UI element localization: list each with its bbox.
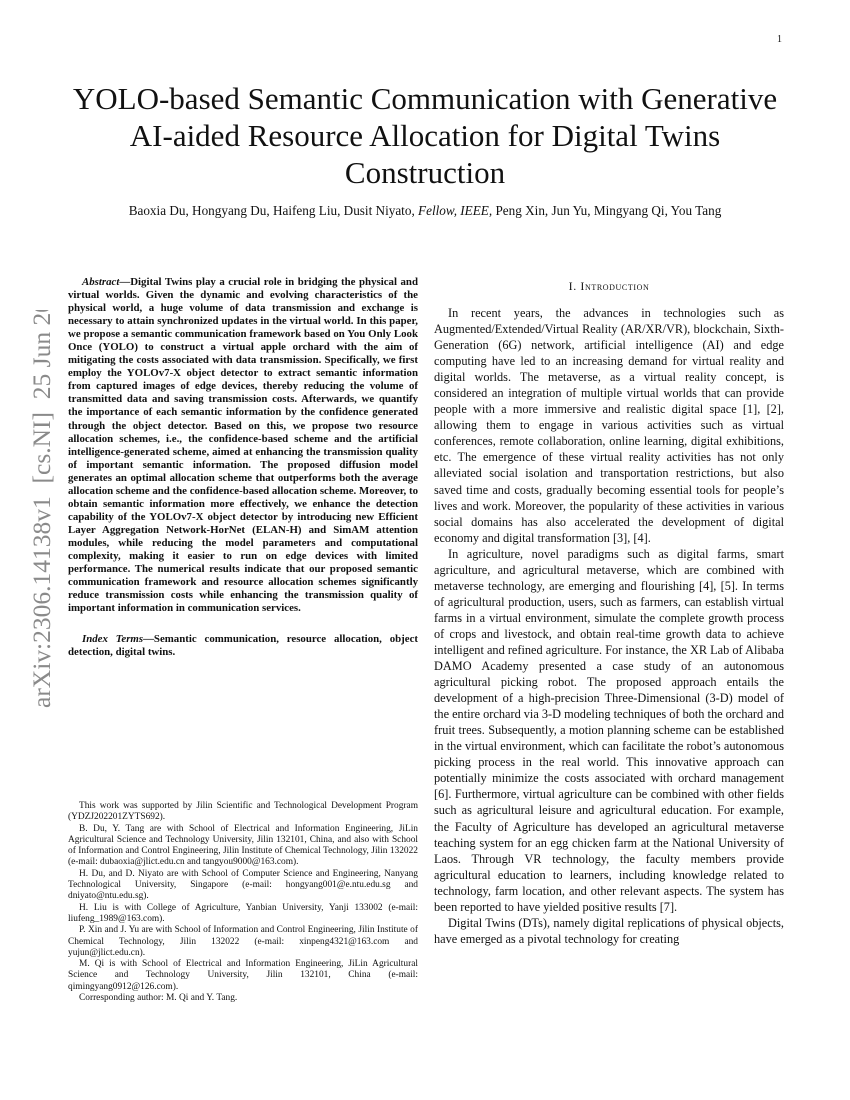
section-title: Introduction [580,279,650,293]
footnote-affiliation: M. Qi is with School of Electrical and Information Engineering, JiLin Agricultural Science and Technology University, Jilin 132101, China (e-mail: qimingyang0912@126.com). [68,959,418,992]
footnote-affiliation: B. Du, Y. Tang are with School of Electrical and Information Engineering, JiLin Agricultural Science and Technology University, Jilin 132101, China, and also with School of Information and Control Engineering, Jilin Institute of Chemical Technology, Jilin 132022 (e-mail: dubaoxia@jlict.edu.cn and tangyou9000@163.com). [68,823,418,868]
section-heading [434,279,784,294]
body-text [434,305,784,947]
left-column [68,276,418,659]
footnote-funding: This work was supported by Jilin Scientific and Technological Development Program (YDZJ202201ZYTS692). [68,801,418,823]
body-paragraph: In agriculture, novel paradigms such as digital farms, smart agriculture, and agricultural metaverse, which are combined with metaverse technology, are emerging and flourishing [4], [5]. In terms of agricultural production, users, such as farmers, can establish virtual farms in a virtual environment, simulate the complete growth process of crops and livestock, and obtain real-time growth data to achieve intelligent and refined agriculture. For instance, the XR Lab of Alibaba DAMO Academy presented a case study of an autonomous agricultural picking robot. The proposed approach entails the development of a high-precision Three-Dimensional (3-D) model of the entire orchard via 3-D modeling techniques of both the orchard and fruit trees. Subsequently, a motion planning scheme can be established in the virtual environment, which can facilitate the robot’s autonomous picking process in the real world. This innovative approach can potentially minimize the costs associated with orchard management [6]. Furthermore, virtual agriculture can be combined with other fields such as agricultural leisure and agricultural education. For example, the Faculty of Agriculture has developed an agricultural metaverse teaching system for an egg chicken farm at the National University of Laos. Through VR technology, the faculty members provide agricultural education to learners, including knowledge related to technology, farm location, and other relevant aspects. The system has been reported to have yielded positive results [7]. [434,546,784,914]
body-paragraph: Digital Twins (DTs), namely digital replications of physical objects, have emerged as a pivotal technology for creating [434,915,784,946]
footnote-affiliation: H. Liu is with College of Agriculture, Yanbian University, Yanji 133002 (e-mail: liufeng_1989@163.com). [68,902,418,924]
footnote-affiliation: P. Xin and J. Yu are with School of Information and Control Engineering, Jilin Institute of Chemical Technology, Jilin 132022 (e-mail: xinpeng4321@163.com and yujun@jlict.edu.cn). [68,925,418,958]
abstract-label: Abstract [82,276,120,288]
right-column [434,276,784,947]
section-number: I. [568,279,577,293]
index-terms-label: Index Terms [82,633,144,646]
author-names-part-1: Baoxia Du, Hongyang Du, Haifeng Liu, Dusit Niyato, [128,203,419,218]
paper-title: YOLO-based Semantic Communication with Generative AI-aided Resource Allocation for Digital Twins Construction [72,81,778,190]
footnote-affiliation: H. Du, and D. Niyato are with School of Computer Science and Engineering, Nanyang Technological University, Singapore (e-mail: hongyang001@e.ntu.edu.sg and dniyato@ntu.edu.sg). [68,868,418,902]
page-number: 1 [777,34,782,45]
arxiv-stamp-text: arXiv:2306.14138v1 [cs.NI] 25 Jun 2023 [27,310,56,708]
abstract [68,276,418,615]
footnotes [68,801,418,1004]
author-names-part-2: Peng Xin, Jun Yu, Mingyang Qi, You Tang [492,203,722,218]
author-list [40,203,810,219]
body-paragraph: In recent years, the advances in technologies such as Augmented/Extended/Virtual Reality (AR/XR/VR), blockchain, Sixth-Generation (6G) network, artificial intelligence (AI) and edge computing have led to an increasing demand for virtual reality and digital worlds. The metaverse, as a virtual reality concept, is considered an integration of multiple virtual worlds that can provide people with a more immersive and realistic digital space [1], [2], allowing them to engage in various activities such as virtual conferences, remote collaboration, online learning, digital exhibitions, etc. The emergence of these virtual reality activities has not only alleviated social isolation and transportation restrictions, but also saved time and costs, gradually becoming essential tools for people’s lives and work. Moreover, the popularity of these activities in various social domains has also accelerated the development of digital economy and digital transformation [3], [4]. [434,306,784,545]
arxiv-stamp [8,310,68,710]
index-terms-text: —Semantic communication, resource allocation, object detection, digital twins. [68,633,419,659]
author-fellow-designation: Fellow, IEEE, [418,203,493,218]
footnote-corresponding-author: Corresponding author: M. Qi and Y. Tang. [79,993,238,1004]
index-terms [68,633,418,659]
abstract-text: —Digital Twins play a crucial role in bridging the physical and virtual worlds. Given the dynamic and evolving characteristics of the physical world, a huge volume of data transmission and exchange is necessary to attain synchronized updates in the virtual world. In this paper, we propose a semantic communication framework based on You Only Look Once (YOLO) to construct a virtual apple orchard with the aim of mitigating the costs associated with data transmission. Specifically, we first employ the YOLOv7-X object detector to extract semantic information from captured images of edge devices, thereby reducing the volume of transmitted data and saving transmission costs. Afterwards, we quantify the importance of each semantic information by the confidence generated through the object detector. Based on this, we propose two resource allocation schemes, i.e., the confidence-based scheme and the artificial intelligence-generated scheme, aimed at enhancing the transmission quality of important semantic information. The proposed diffusion model generates an optimal allocation scheme that outperforms both the average allocation scheme and the confidence-based allocation scheme. Moreover, to obtain semantic information more effectively, we enhance the detection capability of the YOLOv7-X object detector by introducing new Efficient Layer Aggregation Network-HorNet (ELAN-H) and SimAM attention modules, while reducing the model parameters and computational complexity, making it easier to run on edge devices with limited performance. The numerical results indicate that our proposed semantic communication framework and resource allocation schemes significantly reduce transmission costs while enhancing the transmission quality of important information in communication services. [68,276,418,615]
